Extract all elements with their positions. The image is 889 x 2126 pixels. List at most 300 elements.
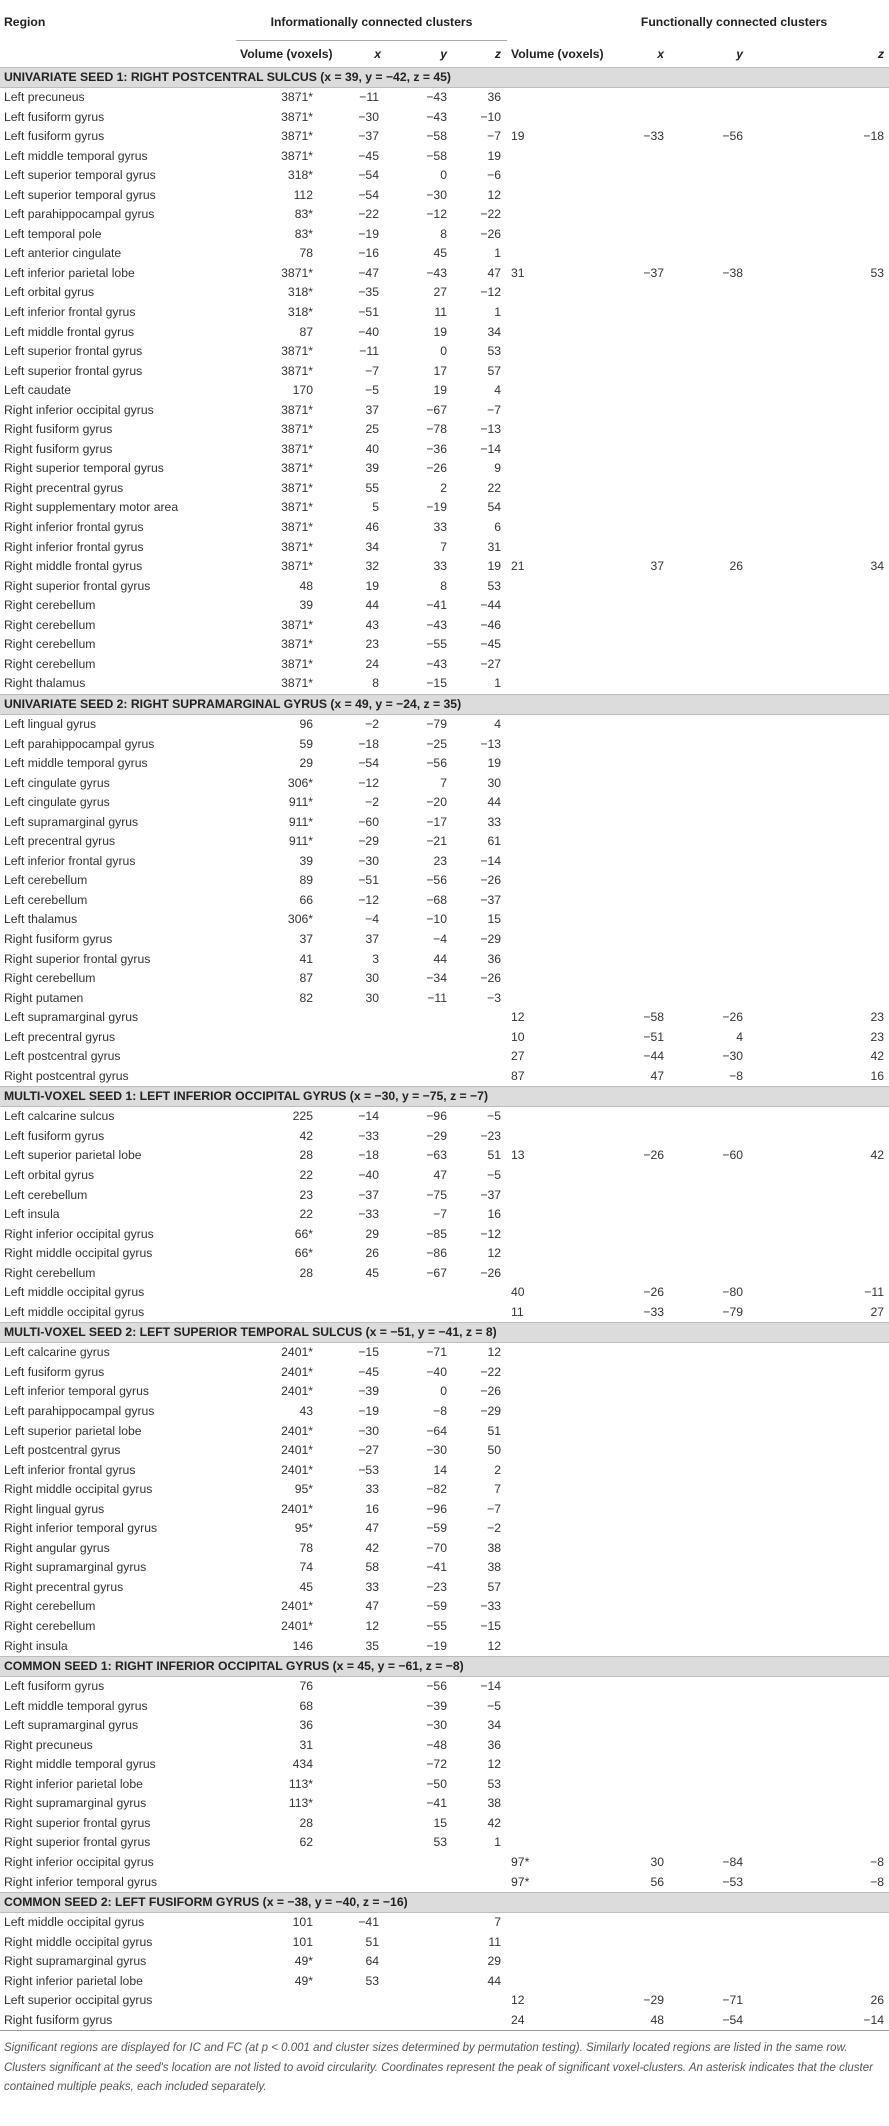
ic-y-cell: −43 [426, 617, 447, 632]
fc-x-cell [579, 1107, 686, 1127]
fc-z-cell: 34 [870, 559, 885, 574]
fc-x-cell [579, 225, 686, 245]
ic-x-cell: 39 [365, 461, 379, 476]
region-cell: Right supplementary motor area [4, 500, 179, 515]
table-row [0, 1755, 889, 1775]
ic-volume-cell: 95* [294, 1521, 313, 1536]
ic-y-cell: 53 [433, 1835, 447, 1850]
region-cell: Right supramarginal gyrus [4, 1560, 147, 1575]
fc-volume-cell [507, 1736, 579, 1756]
fc-y-cell: −38 [722, 265, 744, 280]
ic-y-cell: −43 [426, 109, 447, 124]
ic-x-cell: −18 [358, 1148, 379, 1163]
ic-z-cell: 38 [487, 1560, 502, 1575]
ic-volume-cell: 2401* [281, 1345, 313, 1360]
fc-x-cell [579, 323, 686, 343]
fc-y-cell: −71 [722, 1993, 744, 2008]
fc-y-cell [686, 1578, 757, 1598]
fc-y-cell: −60 [722, 1148, 744, 1163]
table-row [0, 813, 889, 833]
fc-y-cell [686, 1833, 757, 1853]
fc-x-cell [579, 1343, 686, 1363]
fc-z-cell [757, 479, 889, 499]
fc-volume-cell [507, 401, 579, 421]
ic-x-cell: −11 [359, 90, 379, 104]
ic-y-cell: 0 [440, 344, 447, 359]
table-row [0, 1933, 889, 1953]
fc-z-cell [757, 1814, 889, 1834]
fc-x-cell: −37 [643, 265, 665, 280]
region-cell: Right precentral gyrus [4, 1579, 124, 1594]
fc-z-cell [757, 635, 889, 655]
ic-z-cell: −10 [480, 109, 502, 124]
fc-z-cell [757, 852, 889, 872]
fc-z-cell [757, 1972, 889, 1992]
ic-z-cell: −15 [480, 1619, 502, 1634]
ic-y-cell: −30 [426, 187, 447, 202]
ic-volume-cell: 3871* [281, 148, 313, 163]
ic-x-cell: −37 [358, 129, 379, 144]
section-header-row [0, 694, 889, 714]
ic-volume-cell: 66* [294, 1226, 313, 1241]
fc-y-cell [686, 813, 757, 833]
table-row [0, 635, 889, 655]
fc-z-cell [757, 323, 889, 343]
region-cell: Left inferior frontal gyrus [4, 305, 136, 320]
region-cell: Left supramarginal gyrus [4, 814, 139, 829]
ic-volume-cell: 911* [288, 795, 313, 810]
table-row [0, 596, 889, 616]
ic-y-cell: −34 [426, 971, 447, 986]
region-cell: Left precentral gyrus [4, 1029, 116, 1044]
ic-x-cell: 47 [365, 1599, 379, 1614]
fc-x-cell [579, 989, 686, 1009]
ic-volume-cell: 78 [299, 1540, 313, 1555]
ic-y-cell: 0 [440, 168, 447, 183]
fc-y-cell [686, 1244, 757, 1264]
region-cell: Left fusiform gyrus [4, 109, 105, 124]
ic-y-cell: 17 [433, 363, 447, 378]
table-row [0, 832, 889, 852]
table-row [0, 1697, 889, 1717]
fc-z-cell [757, 1539, 889, 1559]
ic-z-cell: 36 [487, 1737, 502, 1752]
fc-volume-cell: 27 [511, 1049, 525, 1064]
ic-y-cell: 8 [440, 226, 447, 241]
fc-y-cell [686, 186, 757, 206]
ic-volume-cell: 318* [287, 305, 313, 320]
region-cell: Right middle occipital gyrus [4, 1246, 153, 1261]
ic-z-cell: −33 [480, 1599, 502, 1614]
fc-z-cell [757, 538, 889, 558]
ic-x-cell: 43 [365, 617, 379, 632]
table-row [0, 479, 889, 499]
fc-volume-cell [507, 459, 579, 479]
ic-z-cell [455, 1873, 507, 1893]
table-row [0, 323, 889, 343]
fc-z-cell [757, 1186, 889, 1206]
fc-volume-cell: 87 [511, 1068, 525, 1083]
fc-z-cell [757, 1225, 889, 1245]
ic-volume-cell: 306* [287, 912, 313, 927]
ic-z-cell: −5 [487, 1167, 502, 1182]
fc-volume-cell [507, 969, 579, 989]
table-row [0, 1833, 889, 1853]
fc-volume-cell [507, 1519, 579, 1539]
ic-z-cell: −12 [480, 1226, 502, 1241]
fc-y-cell: −26 [722, 1010, 744, 1025]
fc-x-cell [579, 1382, 686, 1402]
ic-x-cell: 42 [365, 1540, 379, 1555]
ic-volume-cell: 83* [294, 226, 313, 241]
fc-y-cell [686, 108, 757, 128]
ic-z-cell: −37 [480, 892, 502, 907]
fc-x-cell [579, 1755, 686, 1775]
table-row [0, 754, 889, 774]
table-row [0, 950, 889, 970]
ic-volume-cell [236, 1008, 313, 1028]
fc-volume-cell [507, 1343, 579, 1363]
fc-z-cell [757, 577, 889, 597]
ic-x-cell: 24 [365, 656, 379, 671]
table-row [0, 969, 889, 989]
fc-volume-cell [507, 1697, 579, 1717]
ic-z-cell [455, 1283, 507, 1303]
ic-x-cell: 64 [365, 1954, 379, 1969]
fc-volume-cell [507, 1794, 579, 1814]
ic-y-cell: 2 [440, 480, 447, 495]
fc-y-cell [686, 1697, 757, 1717]
table-row [0, 616, 889, 636]
fc-y-cell [686, 166, 757, 186]
fc-volume-cell [507, 1107, 579, 1127]
ic-z-cell: −2 [487, 1521, 502, 1536]
ic-y-cell: −59 [426, 1521, 447, 1536]
ic-z-cell: −7 [487, 402, 502, 417]
fc-volume-cell [507, 440, 579, 460]
ic-volume-cell: 42 [299, 1128, 313, 1143]
fc-x-cell [579, 1480, 686, 1500]
ic-y-cell: −82 [426, 1482, 447, 1497]
ic-y-cell: −40 [426, 1364, 447, 1379]
table-row [0, 420, 889, 440]
ic-z-cell: 6 [494, 520, 502, 535]
fc-volume-cell [507, 1382, 579, 1402]
ic-z-cell: −14 [480, 853, 502, 868]
fc-volume-cell [507, 754, 579, 774]
fc-x-cell [579, 1833, 686, 1853]
table-row [0, 930, 889, 950]
ic-x-cell: −53 [358, 1462, 379, 1477]
fc-y-cell [686, 244, 757, 264]
region-cell: Right cerebellum [4, 617, 96, 632]
table-row [0, 1637, 889, 1657]
region-cell: Right insula [4, 1638, 68, 1653]
fc-y-cell: −84 [722, 1855, 744, 1870]
ic-x-cell: −37 [358, 1187, 379, 1202]
fc-z-cell [757, 459, 889, 479]
fc-x-cell [579, 1539, 686, 1559]
region-cell: Left cingulate gyrus [4, 795, 110, 810]
region-cell: Left thalamus [4, 912, 78, 927]
section-title: UNIVARIATE SEED 2: RIGHT SUPRAMARGINAL GYRUS (x = 49, y = −24, z = 35) [0, 694, 889, 714]
fc-y-cell [686, 910, 757, 930]
ic-volume-cell [236, 1303, 313, 1323]
fc-z-cell [757, 1637, 889, 1657]
ic-volume-cell [236, 1067, 313, 1087]
ic-x-cell: 34 [365, 539, 379, 554]
fc-x-cell [579, 1422, 686, 1442]
fc-x-cell [579, 1500, 686, 1520]
ic-volume-cell [236, 1283, 313, 1303]
ic-x-cell [313, 1794, 401, 1814]
ic-y-cell [401, 1952, 455, 1972]
region-cell: Left cingulate gyrus [4, 775, 110, 790]
fc-x-cell [579, 381, 686, 401]
fc-x-cell [579, 401, 686, 421]
fc-y-cell [686, 1933, 757, 1953]
fc-z-cell [757, 1363, 889, 1383]
table-row [0, 166, 889, 186]
ic-z-cell: 53 [487, 1776, 502, 1791]
fc-x-cell [579, 871, 686, 891]
table-row [0, 1597, 889, 1617]
fc-z-cell [757, 420, 889, 440]
fc-x-cell [579, 1205, 686, 1225]
fc-x-cell: 47 [650, 1068, 665, 1083]
ic-y-cell [401, 1933, 455, 1953]
fc-z-cell [757, 871, 889, 891]
fc-y-cell [686, 930, 757, 950]
fc-z-cell [757, 1500, 889, 1520]
ic-x-cell: −16 [358, 246, 379, 261]
region-cell: Right inferior parietal lobe [4, 1973, 143, 1988]
region-cell: Right inferior temporal gyrus [4, 1521, 158, 1536]
fc-volume-cell [507, 1500, 579, 1520]
ic-z-cell: 19 [487, 148, 502, 163]
region-cell: Right precentral gyrus [4, 480, 124, 495]
fc-y-cell: −54 [686, 2011, 757, 2031]
fc-x-cell [579, 1637, 686, 1657]
fc-z-cell [757, 1913, 889, 1933]
fc-y-cell [686, 714, 757, 734]
fc-x-cell [579, 616, 686, 636]
fc-volume-cell [507, 635, 579, 655]
ic-z-cell: 7 [494, 1915, 502, 1930]
section-header-row [0, 1323, 889, 1343]
fc-z-cell [757, 930, 889, 950]
fc-z-cell [757, 108, 889, 128]
ic-z-cell [455, 1853, 507, 1873]
fc-x-cell [579, 1794, 686, 1814]
fc-x-cell [579, 108, 686, 128]
region-cell: Left caudate [4, 383, 72, 398]
ic-y-cell: −59 [426, 1599, 447, 1614]
ic-volume-cell: 74 [299, 1560, 313, 1575]
ic-x-cell: −19 [358, 1404, 379, 1418]
section-title: MULTI-VOXEL SEED 1: LEFT INFERIOR OCCIPITAL GYRUS (x = −30, y = −75, z = −7) [0, 1087, 889, 1107]
fc-volume-cell: 24 [507, 2011, 579, 2031]
ic-y-cell: 7 [440, 539, 447, 554]
fc-y-cell [686, 459, 757, 479]
fc-volume-cell [507, 1716, 579, 1736]
region-cell: Right inferior frontal gyrus [4, 520, 144, 535]
table-row [0, 1913, 889, 1933]
fc-volume-cell [507, 342, 579, 362]
ic-x-cell: −60 [358, 814, 379, 829]
fc-volume-cell [507, 577, 579, 597]
fc-y-cell [686, 1441, 757, 1461]
fc-y-cell [686, 852, 757, 872]
table-row [0, 1558, 889, 1578]
region-cell: Left insula [4, 1207, 60, 1222]
fc-volume-cell: 97* [511, 1855, 530, 1870]
region-cell: Right inferior temporal gyrus [4, 1874, 158, 1889]
ic-volume-cell: 3871* [281, 129, 313, 144]
table-row [0, 1972, 889, 1992]
ic-volume-cell: 49* [294, 1973, 313, 1988]
table-row [0, 1952, 889, 1972]
fc-volume-cell [507, 323, 579, 343]
fc-z-cell [757, 1952, 889, 1972]
fc-z-cell [757, 1578, 889, 1598]
ic-y-cell: −68 [426, 892, 447, 907]
ic-z-cell: 36 [487, 90, 502, 104]
fc-volume-cell [507, 225, 579, 245]
region-cell: Right supramarginal gyrus [4, 1796, 147, 1811]
fc-y-cell [686, 616, 757, 636]
ic-x-cell [313, 1814, 401, 1834]
fc-volume-cell [507, 1461, 579, 1481]
region-cell: Left fusiform gyrus [4, 1364, 105, 1379]
fc-z-cell [757, 1480, 889, 1500]
fc-volume-cell [507, 871, 579, 891]
fc-z-cell [757, 1833, 889, 1853]
section-header-row [0, 1893, 889, 1913]
ic-x-cell: 53 [365, 1973, 379, 1988]
fc-volume-cell [507, 616, 579, 636]
ic-z-cell: 38 [487, 1796, 502, 1811]
ic-x-cell: 29 [365, 1226, 379, 1241]
fc-z-cell [757, 147, 889, 167]
ic-volume-cell: 43 [299, 1404, 313, 1418]
table-row [0, 1205, 889, 1225]
table-row [0, 1441, 889, 1461]
table-row [0, 1539, 889, 1559]
fc-z-cell [757, 205, 889, 225]
fc-volume-cell [507, 1480, 579, 1500]
ic-volume-cell: 62 [299, 1835, 313, 1850]
ic-z-cell: 54 [487, 500, 502, 515]
ic-x-cell [313, 1736, 401, 1756]
fc-volume-cell [507, 1558, 579, 1578]
ic-volume-cell: 95* [294, 1482, 313, 1497]
fc-x-cell [579, 244, 686, 264]
fc-y-cell [686, 1225, 757, 1245]
fc-x-cell [579, 1166, 686, 1186]
fc-x-cell [579, 205, 686, 225]
ic-x-cell [313, 1755, 401, 1775]
region-cell: Left fusiform gyrus [4, 129, 105, 144]
fc-volume-cell: 21 [511, 559, 525, 574]
ic-x-cell: −12 [358, 775, 379, 790]
table-row [0, 1402, 889, 1422]
ic-y-cell [401, 1873, 455, 1893]
fc-z-cell: −8 [870, 1855, 885, 1870]
ic-x-cell: −30 [358, 109, 379, 124]
fc-y-cell [686, 1736, 757, 1756]
ic-x-cell: −33 [358, 1207, 379, 1222]
fc-y-cell [686, 1677, 757, 1697]
fc-y-cell [686, 1166, 757, 1186]
ic-y-cell: −67 [426, 1265, 447, 1280]
fc-volume-cell: 10 [511, 1029, 525, 1044]
fc-volume-cell: 11 [511, 1304, 524, 1319]
fc-x-cell [579, 1972, 686, 1992]
table-row [0, 1814, 889, 1834]
ic-x-cell: 30 [365, 990, 379, 1005]
fc-z-cell [757, 283, 889, 303]
fc-x-cell [579, 714, 686, 734]
ic-volume-cell: 87 [299, 324, 313, 339]
fc-z-cell [757, 88, 889, 108]
ic-volume-cell: 2401* [281, 1462, 313, 1477]
ic-x-cell [313, 2011, 401, 2031]
ic-z-cell: −29 [480, 931, 502, 946]
ic-y-cell: 44 [433, 951, 447, 966]
fc-x-cell [579, 1519, 686, 1539]
ic-volume-cell: 113* [288, 1776, 313, 1791]
region-cell: Left middle temporal gyrus [4, 1698, 148, 1713]
fc-z-cell [757, 1422, 889, 1442]
fc-x-cell [579, 1697, 686, 1717]
table-row [0, 871, 889, 891]
fc-z-cell [757, 1402, 889, 1422]
ic-y-cell: 45 [433, 246, 447, 261]
fc-volume-cell [507, 538, 579, 558]
ic-y-cell: 47 [433, 1167, 447, 1182]
fc-x-cell [579, 479, 686, 499]
fc-volume-cell [507, 1637, 579, 1657]
fc-z-cell [757, 1775, 889, 1795]
ic-z-cell: −27 [480, 656, 502, 671]
table-row [0, 1244, 889, 1264]
region-cell: Left inferior temporal gyrus [4, 1384, 149, 1399]
fc-x-cell [579, 1736, 686, 1756]
ic-y-cell: −12 [426, 207, 447, 222]
region-cell: Right fusiform gyrus [4, 422, 113, 437]
ic-y-cell [401, 1303, 455, 1323]
region-cell: Left postcentral gyrus [4, 1049, 121, 1064]
ic-volume-cell: 3871* [281, 637, 313, 652]
ic-y-cell: −75 [426, 1187, 447, 1202]
table-row [0, 1264, 889, 1284]
region-cell: Left supramarginal gyrus [4, 1010, 139, 1025]
ic-z-cell: −14 [480, 1679, 502, 1694]
table-row [0, 1382, 889, 1402]
table-row [0, 1991, 889, 2011]
ic-x-cell [313, 1775, 401, 1795]
ic-z-cell: −26 [480, 971, 502, 986]
region-cell: Right cerebellum [4, 971, 96, 986]
region-cell: Right superior frontal gyrus [4, 1835, 151, 1850]
region-cell: Left temporal pole [4, 226, 102, 241]
ic-volume-cell: 101 [292, 1934, 313, 1949]
ic-y-cell: −19 [426, 1638, 447, 1653]
fc-z-cell [757, 342, 889, 362]
ic-x-cell: −29 [358, 834, 379, 849]
ic-x-cell: −12 [358, 892, 379, 907]
